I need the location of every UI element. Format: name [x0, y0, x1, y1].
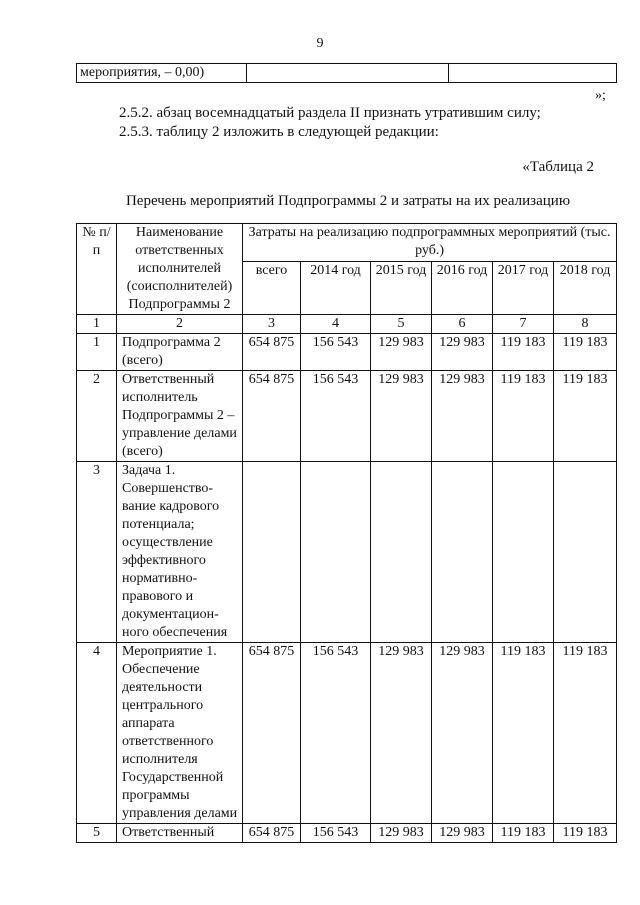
row-value: 129 983 — [371, 334, 432, 371]
header-year: 2017 год — [493, 262, 554, 315]
row-value: 119 183 — [493, 334, 554, 371]
table-cell — [449, 64, 617, 83]
table-row — [77, 824, 617, 843]
row-value: 119 183 — [554, 371, 617, 462]
header-year: 2014 год — [301, 262, 371, 315]
header-total: всего — [243, 262, 301, 315]
table-cell — [247, 64, 449, 83]
page-number: 9 — [316, 36, 324, 51]
row-name: Ответственный — [117, 824, 243, 843]
index-cell: 5 — [371, 315, 432, 334]
row-value: 119 183 — [554, 643, 617, 824]
row-value: 119 183 — [554, 334, 617, 371]
row-num: 3 — [77, 462, 117, 643]
row-num: 4 — [77, 643, 117, 824]
table-row — [77, 462, 617, 643]
index-cell: 4 — [301, 315, 371, 334]
row-name: Подпрограмма 2 (всего) — [117, 334, 243, 371]
header-year: 2016 год — [432, 262, 493, 315]
table-cell: мероприятия, – 0,00) — [77, 64, 247, 83]
closing-quote: »; — [595, 88, 606, 103]
paragraph-2-5-3: 2.5.3. таблицу 2 изложить в следующей редакции: — [119, 124, 439, 140]
header-year: 2015 год — [371, 262, 432, 315]
row-value: 156 543 — [301, 824, 371, 843]
table-row — [77, 64, 617, 83]
table-row — [77, 371, 617, 462]
row-value: 654 875 — [243, 824, 301, 843]
row-value: 129 983 — [432, 334, 493, 371]
row-name: Задача 1. Совершенство-вание кадрового потенциала; осуществление эффективного нормативно-правового и документацион-ного обеспечения — [117, 462, 243, 643]
table-label: «Таблица 2 — [522, 159, 594, 175]
row-name: Мероприятие 1. Обеспечение деятельности центрального аппарата ответственного исполнителя Государственной программы управления делами — [117, 643, 243, 824]
costs-table — [76, 223, 617, 843]
row-value — [432, 462, 493, 643]
index-cell: 3 — [243, 315, 301, 334]
header-row — [77, 224, 617, 262]
index-cell: 1 — [77, 315, 117, 334]
index-cell: 6 — [432, 315, 493, 334]
row-value: 654 875 — [243, 643, 301, 824]
index-cell: 7 — [493, 315, 554, 334]
row-value: 156 543 — [301, 371, 371, 462]
row-value: 119 183 — [554, 824, 617, 843]
header-costs: Затраты на реализацию подпрограммных мероприятий (тыс. руб.) — [243, 224, 617, 262]
row-value — [243, 462, 301, 643]
row-value: 119 183 — [493, 824, 554, 843]
row-value — [371, 462, 432, 643]
row-value: 129 983 — [371, 643, 432, 824]
index-cell: 8 — [554, 315, 617, 334]
index-row — [77, 315, 617, 334]
row-value: 129 983 — [371, 371, 432, 462]
header-name: Наименование ответственных исполнителей (соисполнителей) Подпрограммы 2 — [117, 224, 243, 315]
row-value — [554, 462, 617, 643]
row-name: Ответственный исполнитель Подпрограммы 2 – управление делами (всего) — [117, 371, 243, 462]
row-value: 119 183 — [493, 371, 554, 462]
index-cell: 2 — [117, 315, 243, 334]
header-num: № п/п — [77, 224, 117, 315]
header-year: 2018 год — [554, 262, 617, 315]
table-row — [77, 643, 617, 824]
row-value: 129 983 — [371, 824, 432, 843]
row-value: 654 875 — [243, 334, 301, 371]
row-value — [301, 462, 371, 643]
row-value: 129 983 — [432, 643, 493, 824]
row-value — [493, 462, 554, 643]
row-value: 119 183 — [493, 643, 554, 824]
row-value: 156 543 — [301, 334, 371, 371]
previous-table-fragment — [76, 63, 617, 83]
row-num: 5 — [77, 824, 117, 843]
table-title: Перечень мероприятий Подпрограммы 2 и затраты на их реализацию — [125, 193, 571, 209]
table-row — [77, 334, 617, 371]
row-value: 129 983 — [432, 824, 493, 843]
row-num: 1 — [77, 334, 117, 371]
paragraph-2-5-2: 2.5.2. абзац восемнадцатый раздела II признать утратившим силу; — [119, 105, 541, 121]
row-value: 129 983 — [432, 371, 493, 462]
row-value: 654 875 — [243, 371, 301, 462]
row-num: 2 — [77, 371, 117, 462]
row-value: 156 543 — [301, 643, 371, 824]
